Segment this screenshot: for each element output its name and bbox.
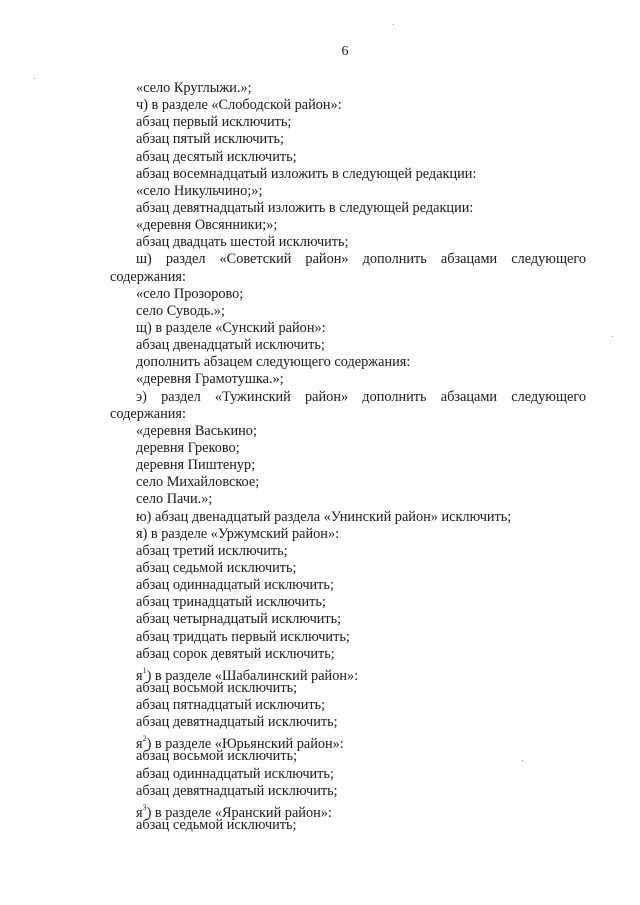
text-line-content: э) раздел «Тужинский район» дополнить абзацами следующего [136,388,586,405]
text-line [110,303,586,320]
text-line-content: я) в разделе «Уржумский район»: [136,525,340,542]
text-line-content: село Михайловское; [136,474,260,491]
text-line [110,766,586,783]
text-line [110,474,586,491]
scan-speck [522,760,523,761]
text-line-content: деревня Пиштенур; [136,457,256,474]
text-line-content: «деревня Васькино; [136,422,257,439]
text-line-content: щ) в разделе «Сунский район»: [136,319,326,336]
text-line-content: абзац одиннадцатый исключить; [136,577,334,594]
text-line [110,663,586,684]
text-line-content: ш) раздел «Советский район» дополнить абзацами следующего [136,251,586,268]
text-line-content: абзац первый исключить; [136,114,292,131]
scan-speck [393,24,394,25]
text-line-content: абзац девятнадцатый исключить; [136,714,338,731]
text-line [110,526,586,543]
text-line-content: абзац тридцать первый исключить; [136,628,350,645]
text-line-content: «деревня Грамотушка.»; [136,371,284,388]
text-line [110,183,586,200]
text-line-content: содержания: [110,268,186,285]
text-line-content: абзац одиннадцатый исключить; [136,765,334,782]
scan-speck [34,78,35,79]
text-line [110,646,586,663]
text-line [110,114,586,131]
text-line [110,251,586,268]
text-line-content: ) в разделе «Юрьянский район»: [146,736,344,753]
text-line-content: абзац сорок девятый исключить; [136,645,335,662]
text-line-content: село Суводь.»; [136,302,225,319]
text-line [110,149,586,166]
text-line [110,714,586,731]
text-line-content: «деревня Овсянники;»; [136,217,278,234]
text-line-content: абзац седьмой исключить; [136,817,297,834]
text-line [110,406,586,423]
text-line-content: абзац седьмой исключить; [136,559,297,576]
text-line [110,748,586,765]
text-line [110,543,586,560]
text-line [110,731,586,753]
text-line [110,217,586,234]
text-line [110,389,586,406]
item-letter: $я^1$ [136,665,147,684]
text-line [110,97,586,114]
text-line-content: село Пачи.»; [136,491,213,508]
text-line-content: абзац двенадцатый исключить; [136,337,325,354]
scan-speck [612,336,613,337]
text-line-content: ч) в разделе «Слободской район»: [136,97,342,114]
text-line [110,697,586,714]
text-line-content: абзац третий исключить; [136,542,288,559]
text-line-content: абзац восемнадцатый изложить в следующей редакции: [136,165,477,182]
text-line-content: абзац пятнадцатый исключить; [136,697,326,714]
text-line-content: «село Никульчино;»; [136,182,263,199]
text-line [110,577,586,594]
text-line [110,783,586,800]
text-line [110,337,586,354]
text-line [110,234,586,251]
text-line [110,371,586,388]
text-line-content: содержания: [110,405,186,422]
text-line-content: деревня Греково; [136,439,240,456]
text-line-content: абзац восьмой исключить; [136,679,298,696]
text-line [110,269,586,286]
text-line [110,166,586,183]
text-line-content: ) в разделе «Яранский район»: [146,804,332,821]
text-line-content: дополнить абзацем следующего содержания: [136,354,411,371]
text-line-content: «село Прозорово; [136,285,244,302]
text-line-content: абзац пятый исключить; [136,131,284,148]
text-line-content: абзац тринадцатый исключить; [136,594,326,611]
text-line [110,131,586,148]
text-line [110,320,586,337]
text-line-content: абзац двадцать шестой исключить; [136,234,349,251]
item-letter-superscript: 2 [142,734,147,744]
text-line [110,491,586,508]
text-line [110,286,586,303]
item-letter-superscript: 1 [142,665,147,675]
text-line-content: абзац четырнадцатый исключить; [136,611,342,628]
text-line-content: ) в разделе «Шабалинский район»: [146,667,359,684]
page-number: 6 [341,44,349,59]
item-letter-superscript: 3 [142,802,147,812]
item-letter: $я^3$ [136,802,147,821]
text-line [110,440,586,457]
text-line [110,817,586,834]
text-line [110,457,586,474]
text-line [110,611,586,628]
text-line-content: абзац девятнадцатый изложить в следующей редакции: [136,199,474,216]
item-letter: $я^2$ [136,734,147,753]
text-line [110,423,586,440]
text-line [110,800,586,821]
text-line-content: абзац десятый исключить; [136,148,297,165]
text-line [110,629,586,646]
text-line-content: абзац восьмой исключить; [136,748,298,765]
document-body [110,80,586,834]
text-line [110,80,586,97]
text-line-content: ю) абзац двенадцатый раздела «Унинский район» исключить; [136,508,512,525]
text-line-content: «село Круглыжи.»; [136,80,252,96]
text-line [110,594,586,611]
text-line [110,200,586,217]
text-line-content: абзац девятнадцатый исключить; [136,782,338,799]
text-line [110,354,586,371]
text-line [110,509,586,526]
text-line [110,560,586,577]
